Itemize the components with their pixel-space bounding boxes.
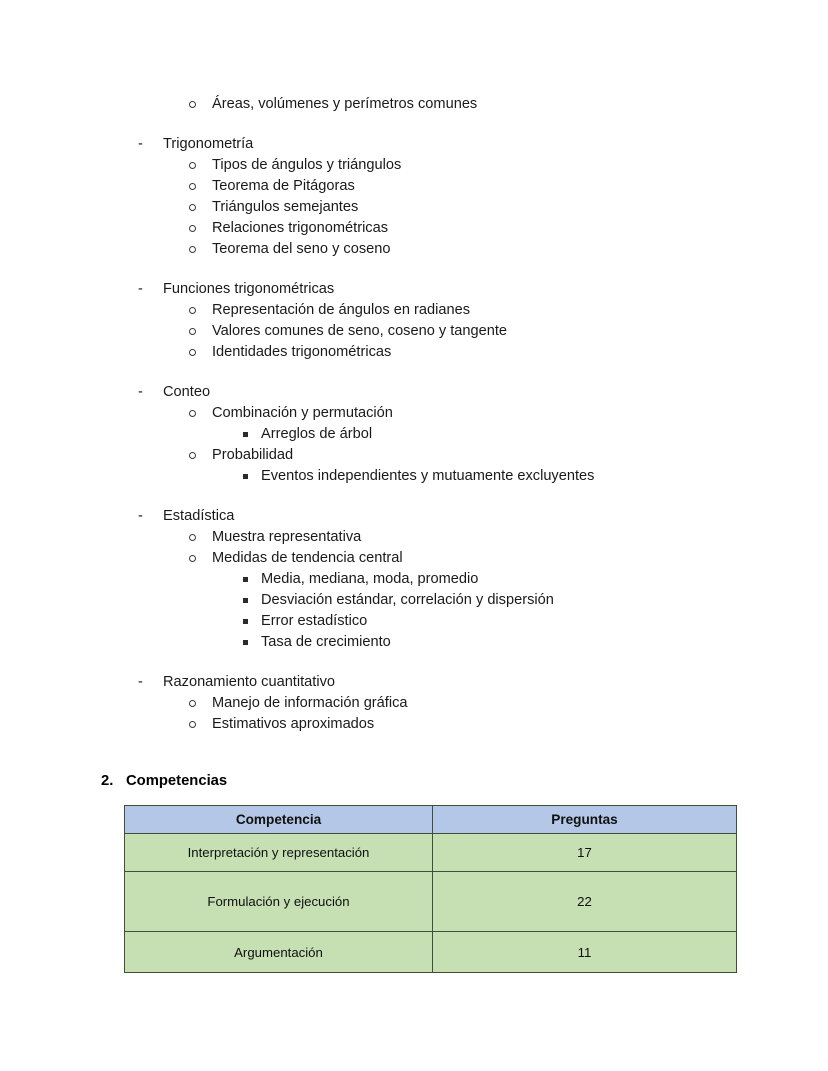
outline-item-level-2	[0, 714, 828, 735]
outline-item-label: Estadística	[163, 508, 235, 524]
competencias-table-wrapper	[124, 805, 718, 973]
dash-bullet-icon: -	[138, 136, 143, 152]
outline-item-label: Conteo	[163, 384, 211, 400]
outline-group	[0, 506, 828, 653]
circle-bullet-icon	[189, 555, 196, 562]
dash-bullet-icon: -	[138, 384, 143, 400]
column-header-competencia: Competencia	[125, 806, 433, 834]
outline-item-level-2	[0, 239, 828, 260]
outline-item-level-2	[0, 218, 828, 239]
outline-item-label: Combinación y permutación	[212, 405, 393, 421]
outline-item-label: Funciones trigonométricas	[163, 281, 335, 297]
outline-item-level-2	[0, 548, 828, 569]
outline-item-level-1	[0, 279, 828, 300]
outline-item-label: Medidas de tendencia central	[212, 550, 403, 566]
outline-item-level-2	[0, 155, 828, 176]
outline-item-level-1	[0, 506, 828, 527]
outline-item-label: Identidades trigonométricas	[212, 344, 392, 360]
outline-item-level-2	[0, 403, 828, 424]
outline-item-level-2	[0, 321, 828, 342]
square-bullet-icon	[243, 598, 248, 603]
outline-item-level-3	[0, 611, 828, 632]
outline-item-level-1	[0, 382, 828, 403]
circle-bullet-icon	[189, 328, 196, 335]
outline-item-label: Razonamiento cuantitativo	[163, 674, 335, 690]
outline-group	[0, 672, 828, 735]
section-title: Competencias	[126, 773, 228, 789]
circle-bullet-icon	[189, 452, 196, 459]
cell-competencia: Interpretación y representación	[125, 834, 433, 872]
dash-bullet-icon: -	[138, 281, 143, 297]
table-body	[125, 834, 737, 973]
outline-item-level-2	[0, 693, 828, 714]
square-bullet-icon	[243, 577, 248, 582]
outline-item-level-3	[0, 424, 828, 445]
circle-bullet-icon	[189, 246, 196, 253]
topic-outline	[0, 94, 828, 735]
circle-bullet-icon	[189, 349, 196, 356]
table-header	[125, 806, 737, 834]
outline-item-label: Error estadístico	[261, 613, 368, 629]
outline-item-level-1	[0, 134, 828, 155]
circle-bullet-icon	[189, 204, 196, 211]
outline-item-label: Manejo de información gráfica	[212, 695, 408, 711]
square-bullet-icon	[243, 640, 248, 645]
dash-bullet-icon: -	[138, 674, 143, 690]
circle-bullet-icon	[189, 225, 196, 232]
outline-item-level-3	[0, 569, 828, 590]
circle-bullet-icon	[189, 162, 196, 169]
outline-item-level-2	[0, 300, 828, 321]
outline-item-label: Desviación estándar, correlación y dispersión	[261, 592, 554, 608]
circle-bullet-icon	[189, 101, 196, 108]
outline-item-label: Representación de ángulos en radianes	[212, 302, 471, 318]
circle-bullet-icon	[189, 183, 196, 190]
cell-preguntas: 22	[433, 872, 737, 932]
outline-item-level-2	[0, 94, 828, 115]
outline-item-level-3	[0, 632, 828, 653]
outline-item-level-2	[0, 197, 828, 218]
cell-competencia: Formulación y ejecución	[125, 872, 433, 932]
table-row	[125, 834, 737, 872]
outline-group	[0, 134, 828, 260]
cell-competencia: Argumentación	[125, 932, 433, 973]
outline-item-label: Tasa de crecimiento	[261, 634, 391, 650]
square-bullet-icon	[243, 474, 248, 479]
outline-item-label: Tipos de ángulos y triángulos	[212, 157, 402, 173]
table-header-row	[125, 806, 737, 834]
outline-item-label: Muestra representativa	[212, 529, 362, 545]
circle-bullet-icon	[189, 721, 196, 728]
square-bullet-icon	[243, 619, 248, 624]
outline-item-label: Relaciones trigonométricas	[212, 220, 389, 236]
square-bullet-icon	[243, 432, 248, 437]
outline-item-label: Teorema de Pitágoras	[212, 178, 355, 194]
outline-group	[0, 382, 828, 487]
outline-item-level-2	[0, 342, 828, 363]
cell-preguntas: 17	[433, 834, 737, 872]
outline-item-label: Trigonometría	[163, 136, 254, 152]
outline-item-label: Probabilidad	[212, 447, 294, 463]
section-heading	[101, 771, 227, 791]
outline-item-label: Arreglos de árbol	[261, 426, 373, 442]
outline-item-label: Media, mediana, moda, promedio	[261, 571, 479, 587]
outline-item-label: Valores comunes de seno, coseno y tangente	[212, 323, 508, 339]
outline-item-level-3	[0, 590, 828, 611]
outline-item-level-1	[0, 672, 828, 693]
circle-bullet-icon	[189, 307, 196, 314]
circle-bullet-icon	[189, 700, 196, 707]
table-row	[125, 932, 737, 973]
competencias-table	[124, 805, 737, 973]
table-row	[125, 872, 737, 932]
outline-item-level-3	[0, 466, 828, 487]
circle-bullet-icon	[189, 410, 196, 417]
column-header-preguntas: Preguntas	[433, 806, 737, 834]
circle-bullet-icon	[189, 534, 196, 541]
outline-item-label: Triángulos semejantes	[212, 199, 359, 215]
outline-group	[0, 94, 828, 115]
dash-bullet-icon: -	[138, 508, 143, 524]
cell-preguntas: 11	[433, 932, 737, 973]
outline-item-level-2	[0, 527, 828, 548]
outline-item-label: Áreas, volúmenes y perímetros comunes	[212, 96, 478, 112]
outline-item-label: Estimativos aproximados	[212, 716, 375, 732]
section-number: 2.	[101, 773, 114, 789]
outline-item-level-2	[0, 176, 828, 197]
outline-item-level-2	[0, 445, 828, 466]
outline-item-label: Eventos independientes y mutuamente excluyentes	[261, 468, 595, 484]
outline-item-label: Teorema del seno y coseno	[212, 241, 391, 257]
outline-group	[0, 279, 828, 363]
